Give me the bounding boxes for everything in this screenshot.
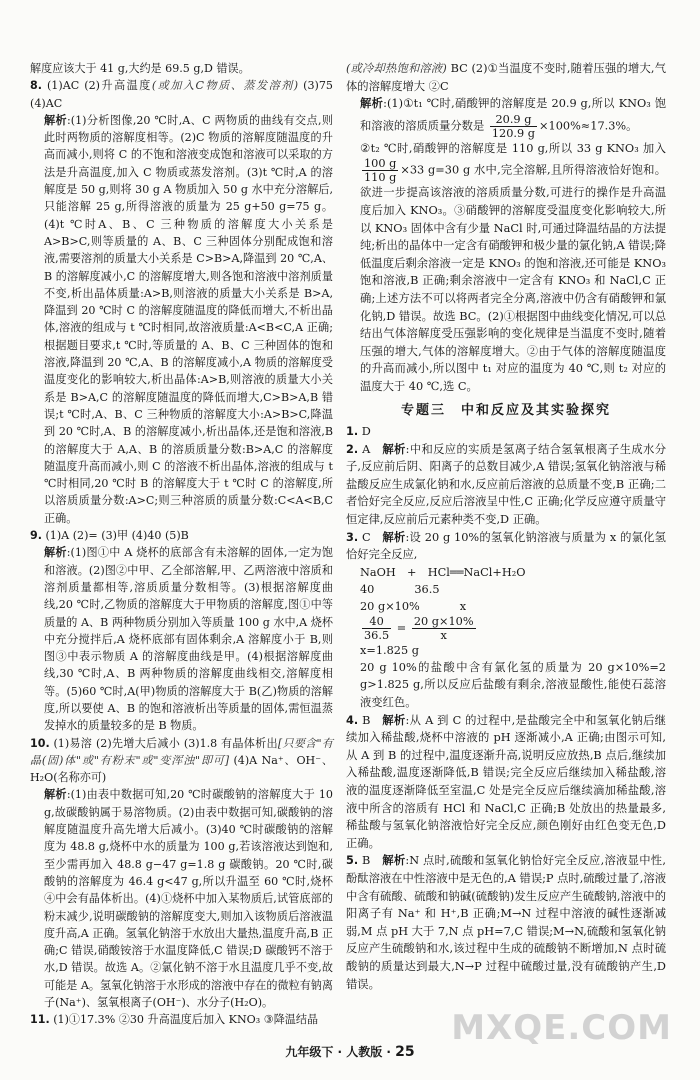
r-q3-ratio-left-num: 40	[362, 615, 391, 629]
r-q5-analysis-text: :N 点时,硫酸和氢氧化钠恰好完全反应,溶液显中性,酚酞溶液在中性溶液中是无色的,A 错误;P 点时,硫酸过量了,溶液中含有硫酸、硫酸和钠碱(硫酸钠)发生反应产生硫酸钠,溶液中的阳离子有 Na⁺ 和 H⁺,B 正确;M→N 过程中溶液的碱性逐渐减弱,M 点 pH 大于 7,N 点 pH=7,C 错误;M→N,硫酸和氢氧化钠反应产生硫酸钠和水,该过程中生成的硫酸钠不断增加,N 点时硫酸钠的质量达到最大,N→P 过程中硫酸过量,没有硫酸钠产生,D 错误。	[346, 854, 666, 991]
section-title: 专题三 中和反应及其实验探究	[400, 402, 611, 418]
r-q3-eq-left: NaOH + HCl	[360, 565, 450, 579]
r-q3	[346, 529, 666, 564]
r-q3-ratio-right-den: x	[440, 628, 447, 642]
r-q3-ratio-right-num: 20 g×10%	[413, 614, 474, 628]
r-q3-answer-text: C	[361, 530, 371, 544]
r-q3-m2: 36.5	[414, 582, 440, 596]
q11-p1a: :(1)①t₁ ℃时,硝酸钾的溶解度是 20.9 g,所以 KNO₃ 饱和溶液的溶质质量分数是	[360, 97, 666, 133]
r-q3-analysis-label: 解析	[382, 530, 406, 544]
r-q3-ratio-left-den: 36.5	[364, 628, 390, 642]
q11-frac1-den: 120.9 g	[491, 126, 536, 140]
r-q3-v2: x	[459, 599, 467, 613]
r-q1-answer	[346, 423, 666, 441]
q11-frac1-num: 20.9 g	[490, 113, 537, 127]
q11-analysis-label: 解析	[360, 97, 384, 111]
q10-analysis-label: 解析	[44, 788, 67, 802]
q10-analysis	[30, 786, 333, 1011]
r-q3-ratio: $\frac{40}{36.5}$ = $\frac{20 g\times 10\%}{x}$	[364, 614, 474, 642]
q11-tail: BC (2)①当温度不变时,随着压强的增大,气体的溶解度增大 ②C	[346, 62, 666, 93]
q11-frac2-num: 100 g	[364, 157, 397, 171]
q8-answer	[30, 77, 333, 112]
page-number: 25	[395, 1044, 415, 1061]
q11-fraction-2	[362, 157, 398, 184]
q11-answer-text: (1)①17.3% ②30 升高温度后加入 KNO₃ ③降温结晶	[53, 1013, 319, 1027]
r-q5-number: 5.	[346, 854, 359, 868]
q9-analysis	[30, 544, 333, 734]
q9-analysis-text: :(1)图①中 A 烧杯的底部含有未溶解的固体,一定为饱和溶液。(2)图②中甲、乙全部溶解,甲、乙两溶液中溶质和溶剂质量都相等,溶质质量分数相等。(3)根据溶解度曲线,20 ℃时,乙物质的溶解度大于甲物质的溶解度,图①中等质量的 A、B 两种物质分别加入等质量 100 g 水中,A 烧杯中充分搅拌后,A 烧杯底部有固体剩余,A 溶解度小于 B,则图③中表示物质 A 的溶解度曲线是甲。(4)根据溶解度曲线,30 ℃时,A、B 两种物质的溶解度曲线相交,溶解度相等。(5)60 ℃时,A(甲)物质的溶解度大于 B(乙)物质的溶解度,所以要使 A、B 的饱和溶液析出等质量的固体,需恒温蒸发掉水的质量较多的是 B 物质。	[44, 546, 333, 733]
r-q2-answer-text: A	[362, 442, 371, 456]
q8-number: 8.	[30, 79, 42, 93]
r-q3-ratio-right	[412, 615, 476, 642]
r-q5-answer-text: B	[362, 854, 371, 868]
q11-p1b: ×100%≈17.3%。	[539, 119, 638, 133]
q8-analysis-label: 解析	[44, 113, 67, 127]
q11-p2a: ②t₂ ℃时,硝酸钾的溶解度是 110 g,所以 33 g KNO₃ 加入	[360, 141, 666, 155]
r-q5-analysis-label: 解析	[382, 854, 406, 868]
r-q3-masses	[360, 581, 666, 598]
q10-answer-note: [只要含"有晶(固)体"或"有粉末"或"变浑浊"即可]	[30, 736, 333, 767]
r-q3-m1: 40	[360, 582, 375, 596]
page-footer	[0, 1044, 700, 1062]
q11-note: (或冷却热饱和溶液)	[346, 62, 447, 75]
r-q4-analysis-text: :从 A 到 C 的过程中,是盐酸完全中和氢氧化钠后继续加入稀盐酸,烧杯中溶液的 pH 逐渐减小,A 正确;由图示可知,从 A 到 B 的过程中,温度逐渐升高,说明反应放热,B 点后,继续加入稀盐酸,温度逐渐降低,B 错误;完全反应后继续加入稀盐酸,溶液的温度逐渐降低至室温,C 处是完全反应后继续滴加稀盐酸,溶液中所含的溶质有 HCl 和 NaCl,C 正确;B 处放出的热量最多,稀盐酸与氢氧化钠溶液恰好完全反应,颜色刚好由红色变无色,D 正确。	[346, 713, 666, 850]
q10-number: 10.	[30, 736, 50, 750]
r-q4-analysis-label: 解析	[382, 713, 406, 727]
q10-answer-text: (1)易溶 (2)先增大后减小 (3)1.8 有晶体析出	[53, 736, 278, 750]
right-column	[346, 60, 666, 993]
r-q4	[346, 712, 666, 853]
r-q3-analysis-text: :设 20 g 10%的氢氧化钠溶液与质量为 x 的氯化氢恰好完全反应,	[346, 530, 666, 562]
r-q2-analysis-label: 解析	[382, 442, 406, 456]
r-q3-v1: 20 g×10%	[360, 599, 420, 613]
q10-answer-tail: (4)A Na⁺、OH⁻、H₂O(名称亦可)	[30, 753, 333, 785]
r-q4-number: 4.	[346, 713, 359, 727]
r-q3-number: 3.	[346, 530, 359, 544]
intro-line: 解度应该大于 41 g,大约是 69.5 g,D 错误。	[30, 62, 250, 75]
q8-answer-text: (1)AC (2)升高温度	[46, 79, 152, 93]
q8-analysis-text: :(1)分析图像,20 ℃时,A、C 两物质的曲线有交点,则此时两物质的溶解度相等。(2)C 物质的溶解度随温度的升高而减小,则将 C 的不饱和溶液变成饱和溶液可以采取的方法是升高温度,加入 C 物质或蒸发溶剂。(3)t ℃时,A 的溶解度是 50 g,则将 30 g A 物质加入 50 g 水中充分溶解后,只能溶解 25 g,所得溶液的质量为 25 g+50 g=75 g。(4)t ℃时A、B、C 三种物质的溶解度大小关系是 A>B>C,则等质量的 A、B、C 三种固体分别配成饱和溶液,需要溶剂的质量大小关系是 C>B>A,降温到 20 ℃,A、B 的溶解度减小,C 的溶解度增大,则各饱和溶液中溶剂质量不变,析出晶体质量:A>B,则溶液的质量大小关系是 B>A,降温到 20 ℃时 C 的溶解度随温度的降低而增大,不析出晶体,溶液的组成与 t ℃时相同,故溶液质量:A<B<C,A 正确;根据题目要求,t ℃时,等质量的 A、B、C 三种固体的饱和溶液,降温到 20 ℃,A、B 的溶解度减小,A 物质的溶解度受温度变化的影响较大,析出晶体:A>B,则溶液的质量大小关系是 B>A,C 的溶解度随温度的降低而增大,C>B>A,B 错误;t ℃时,A、B、C 三种物质的溶解度大小:A>B>C,降温到 20 ℃时,A、B 的溶解度减小,析出晶体,还是饱和溶液,B 的溶解度大于 A,A、B 的溶质质量分数:B>A,C 的溶解度随温度升高而减小,则 C 的溶液不析出晶体,溶液的组成与 t ℃时相同,20 ℃时 B 的溶解度大于 t ℃时 C 的溶解度,所以溶质质量分数:A>C;则三种溶质的质量分数:C<A<B,C 正确。	[44, 113, 333, 525]
q11-answer-continued	[346, 60, 666, 95]
q11-fraction-1	[490, 113, 537, 140]
q11-frac2-den: 110 g	[364, 171, 397, 185]
q11-number: 11.	[30, 1013, 50, 1027]
q8-answer-note: (或加入C物质、蒸发溶剂)	[151, 79, 299, 93]
r-q3-values	[360, 598, 666, 615]
q10-analysis-text: :(1)由表中数据可知,20 ℃时碳酸钠的溶解度大于 10 g,故碳酸钠属于易溶物质。(2)由表中数据可知,碳酸钠的溶解度随温度升高先增大后减小。(3)40 ℃时碳酸钠的溶解度为 48.8 g,烧杯中水的质量为 100 g,若该溶液达到饱和,至少需再加入 48.8 g−47 g=1.8 g 碳酸钠。20 ℃时,碳酸钠的溶解度为 46.4 g<47 g,所以升温至 60 ℃时,烧杯④中会有晶体析出。(4)①烧杯中加入某物质后,试管底部的粉末减少,说明碳酸钠的溶解度变大,则加入该物质后溶液温度升高,A 正确。氢氧化钠溶于水放出大量热,温度升高,B 正确;C 错误,硝酸铵溶于水温度降低,C 错误;D 碳酸钙不溶于水,D 错误。故选 A。②氯化钠不溶于水且温度几乎不变,故可能是 A。氢氧化钠溶于水形成的溶液中存在的微粒有钠离子(Na⁺)、氢氧根离子(OH⁻)、水分子(H₂O)。	[44, 788, 333, 1010]
r-q2-analysis-text: :中和反应的实质是氢离子结合氢氧根离子生成水分子,反应前后阴、阳离子的总数目减少,A 错误;氢氧化钠溶液与稀盐酸反应生成氯化钠和水,反应前后溶液的总质量不变,B 正确;二者恰好完全反应,反应后溶液呈中性,C 正确;化学反应遵守质量守恒定律,反应前后元素种类不变,D 正确。	[346, 442, 666, 527]
r-q2-number: 2.	[346, 442, 359, 456]
r-q4-answer-text: B	[362, 713, 371, 727]
q9-number: 9.	[30, 529, 42, 543]
r-q2	[346, 441, 666, 529]
r-q3-eq-right: ══NaCl+H₂O	[449, 565, 526, 579]
r-q3-equation	[360, 564, 666, 581]
q11-analysis-part1	[346, 95, 666, 140]
r-q5	[346, 852, 666, 993]
q8-answer-tail: (3)75 (4)AC	[30, 79, 333, 110]
q11-analysis-part2	[346, 140, 666, 396]
q11-p2b: ×33 g=30 g 水中,完全溶解,且所得溶液恰好饱和。欲进一步提高该溶液的溶质质量分数,可进行的操作是升高温度后加入 KNO₃。③硝酸钾的溶解度受温度变化影响较大,所以 KNO₃ 固体中含有少量 NaCl 时,可通过降温结晶的方法提纯;析出的晶体中一定含有硝酸钾和极少量的氯化钠,A 错误;降低温度后剩余溶液一定是 KNO₃ 的饱和溶液,还可能是 KNO₃ 饱和溶液,B 正确;剩余溶液中一定含有 KNO₃ 和 NaCl,C 正确;上述方法不可以将两者完全分离,溶液中仍含有硝酸钾和氯化钠,D 错误。故选 BC。(2)①根据图中曲线变化情况,可以总结出气体溶解度受压强影响的变化规律是当温度不变时,随着压强的增大,气体的溶解度增大。②由于气体的溶解度随温度的升高而减小,所以图中 t₁ 对应的温度为 40 ℃,则 t₂ 对应的温度大于 40 ℃,选 C。	[360, 163, 666, 393]
q9-analysis-label: 解析	[44, 546, 67, 560]
watermark: MXQE.COM	[451, 1008, 672, 1049]
q9-answer-text: (1)A (2)= (3)甲 (4)40 (5)B	[45, 529, 189, 543]
r-q3-ratio-left	[362, 615, 391, 642]
q9-answer	[30, 527, 333, 544]
r-q3-equation-block	[360, 564, 666, 659]
q8-analysis	[30, 112, 333, 527]
q11-answer	[30, 1011, 333, 1028]
q10-answer	[30, 735, 333, 787]
r-q3-result: x=1.825 g	[360, 643, 419, 657]
footer-grade: 九年级下 · 人教版 ·	[285, 1045, 396, 1060]
left-column	[30, 60, 333, 1029]
r-q1-answer-text: D	[361, 425, 371, 439]
r-q3-conclusion: 20 g 10%的盐酸中含有氯化氢的质量为 20 g×10%=2 g>1.825 g,所以反应后盐酸有剩余,溶液显酸性,能使石蕊溶液变红色。	[360, 660, 666, 710]
r-q1-number: 1.	[346, 425, 359, 439]
